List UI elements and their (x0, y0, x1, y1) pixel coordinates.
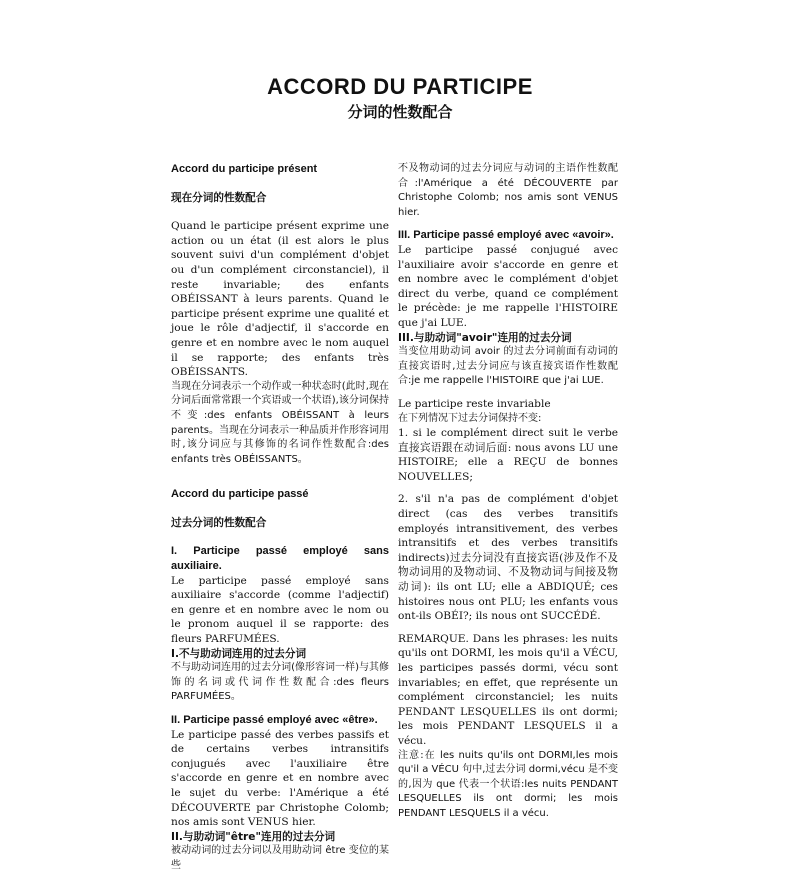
paragraph-avec-avoir: Le participe passé conjugué avec l'auxiliaire avoir s'accorde en genre et en nombre avec le complément d'objet direct du verbe, quand ce complément le précède: je me rappelle l'HISTOIRE que j'ai LUE. (398, 243, 618, 329)
paragraph-reste-invariable: Le participe reste invariable (398, 397, 551, 410)
subheading-avec-avoir: III. Participe passé employé avec «avoir». (398, 229, 614, 242)
subheading-avec-etre: II. Participe passé employé avec «être». (171, 714, 378, 726)
subheading-sans-auxiliaire: I. Participe passé employé sans auxiliaire. (171, 545, 389, 573)
page-title: ACCORD DU PARTICIPE (267, 74, 533, 99)
paragraph-remarque-zh: 注意:在 les nuits qu'ils ont DORMI,les mois qu'il a VÉCU 句中,过去分词 dormi,vécu 是不变的,因为 que 代表一个状语:les nuits PENDANT LESQUELLES ils ont dormi; les mois PENDANT LESQUELS il a vécu. (398, 749, 618, 819)
page-subtitle: 分词的性数配合 (347, 103, 453, 121)
left-column (171, 162, 389, 874)
paragraph-sans-auxiliaire: Le participe passé employé sans auxiliaire s'accorde (comme l'adjectif) en genre et en nombre avec le nom ou le pronom auquel il se rapporte: des fleurs PARFUMÉES. (171, 574, 389, 646)
paragraph-sans-auxiliaire-zh: 不与助动词连用的过去分词(像形容词一样)与其修饰的名词或代词作性数配合:des fleurs PARFUMÉES。 (171, 662, 389, 703)
right-column (398, 162, 618, 822)
list-item-1: 1. si le complément direct suit le verbe 直接宾语跟在动词后面: nous avons LU une HISTOIRE; elle a REÇU de bonnes NOUVELLES; (398, 427, 618, 483)
section-heading-present-zh: 现在分词的性数配合 (171, 191, 267, 204)
paragraph-avec-avoir-zh: 当变位用助动词 avoir 的过去分词前面有动词的直接宾语时,过去分词应与该直接宾语作性数配合:je me rappelle l'HISTOIRE que j'ai LUE. (398, 346, 618, 387)
paragraph-avec-etre-zh: 被动动词的过去分词以及用助动词 être 变位的某些 (171, 845, 389, 871)
paragraph-avec-etre: Le participe passé des verbes passifs et de certains verbes intransitifs conjugués avec l'auxiliaire être s'accorde en genre et en nombre avec le sujet du verbe: l'Amérique a été DÉCOUVERTE par Christophe Colomb; nos amis sont VENUS hier. (171, 728, 389, 829)
section-heading-present: Accord du participe présent (171, 163, 318, 175)
paragraph-remarque: REMARQUE. Dans les phrases: les nuits qu'ils ont DORMI, les mois qu'il a VÉCU, les participes passés dormi, vécu sont invariables; en effet, que représente un complément circonstanciel; les nuits PENDANT LESQUELLES ils ont dormi; les mois PENDANT LESQUELS il a vécu. (398, 632, 618, 747)
paragraph-present: Quand le participe présent exprime une action ou un état (il est alors le plus souvent suivi d'un complément d'objet ou d'un complément circonstanciel), il reste invariable; des enfants OBÉISSANT à leurs parents. Quand le participe présent exprime une qualité et joue le rôle d'adjectif, il s'accorde en genre et en nombre avec le nom auquel il se rapporte; des enfants très OBÉISSANTS. (171, 220, 389, 379)
subheading-sans-auxiliaire-zh: I.不与助动词连用的过去分词 (171, 647, 307, 660)
section-heading-passe-zh: 过去分词的性数配合 (171, 516, 267, 529)
subheading-avec-avoir-zh: III.与助动词"avoir"连用的过去分词 (398, 331, 572, 344)
subheading-avec-etre-zh: II.与助动词"être"连用的过去分词 (171, 830, 336, 843)
section-heading-passe: Accord du participe passé (171, 488, 309, 501)
paragraph-present-zh: 当现在分词表示一个动作或一种状态时(此时,现在分词后面常常跟一个宾语或一个状语),该分词保持不变:des enfants OBÉISSANT à leurs parents。当现在分词表示一种品质并作形容词用时,该分词应与其修饰的名词作性数配合:des enfants très OBÉISSANTS。 (171, 380, 389, 465)
paragraph-reste-invariable-zh: 在下列情况下过去分词保持不变: (398, 412, 542, 424)
list-item-2: 2. s'il n'a pas de complément d'objet direct (cas des verbes transitifs employés intransitivement, des verbes intransitifs et des verbes transitifs indirects)过去分词没有直接宾语(涉及作不及物动词用的及物动词、不及物动词与间接及物动词): ils ont LU; elle a ABDIQUÉ; ces histoires nous ont PLU; les enfants vous ont-ils OBÉI?; ils nous ont SUCCÉDÉ. (398, 493, 618, 623)
paragraph-avec-etre-continued: 不及物动词的过去分词应与动词的主语作性数配合:l'Amérique a été DÉCOUVERTE par Christophe Colomb; nos amis sont VENUS hier. (398, 163, 618, 218)
